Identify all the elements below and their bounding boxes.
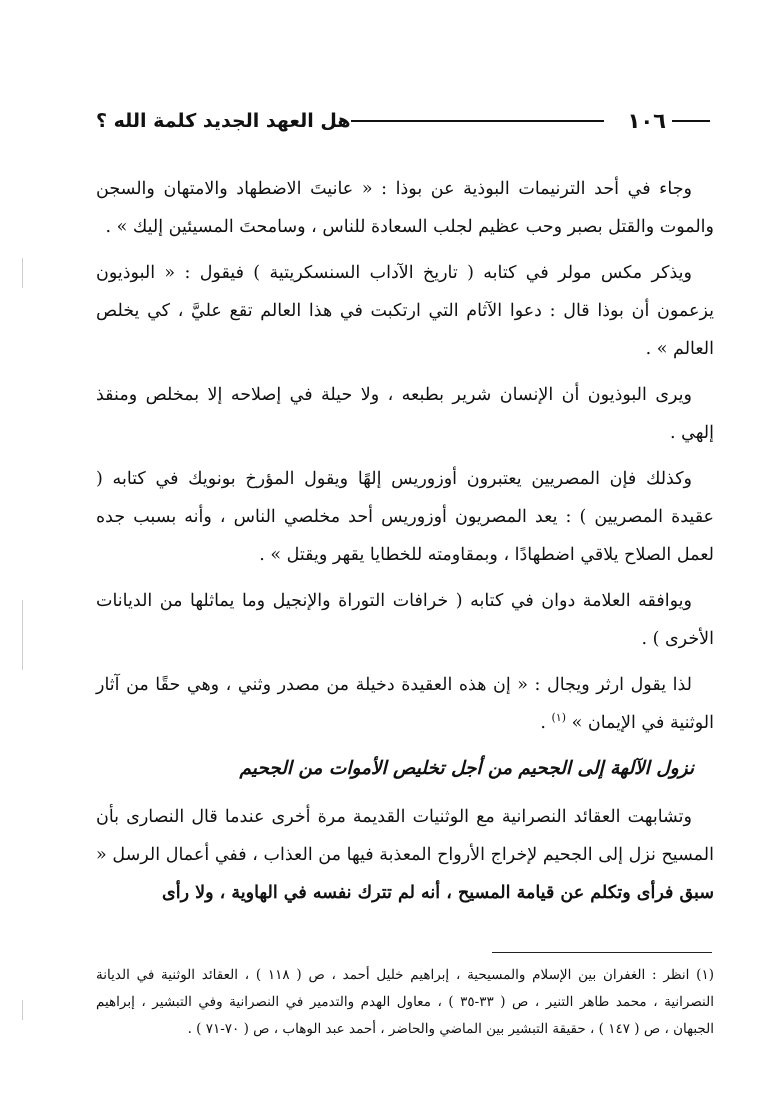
running-header — [96, 104, 710, 138]
footnote: (١) انظر : الغفران بين الإسلام والمسيحية ، إبراهيم خليل أحمد ، ص ( ١١٨ ) ، العقائد الوثنية في الديانة النصرانية ، محمد طاهر التنير ، ص ( ٣٣-٣٥ ) ، معاول الهدم والتدمير في النصرانية وفي التبشير ، إبراهيم الجبهان ، ص ( ١٤٧ ) ، حقيقة التبشير بين الماضي والحاضر ، أحمد عبد الوهاب ، ص ( ٧٠-٧١ ) . — [96, 967, 714, 1037]
footnotes — [96, 962, 714, 1043]
paragraph: ويذكر مكس مولر في كتابه ( تاريخ الآداب السنسكريتية ) فيقول : « البوذيون يزعمون أن بوذا قال : دعوا الآثام التي ارتكبت في هذا العالم تقع عليَّ ، كي يخلص العالم » . — [96, 263, 714, 359]
paragraph: ويوافقه العلامة دوان في كتابه ( خرافات التوراة والإنجيل وما يماثلها من الديانات الأخرى ) . — [96, 591, 714, 649]
margin-mark — [22, 1000, 23, 1020]
quote-paragraph — [96, 666, 714, 742]
bold-quote: سبق فرأى وتكلم عن قيامة المسيح ، أنه لم تترك نفسه في الهاوية ، ولا رأى — [162, 883, 714, 903]
page-number: ١٠٦ — [627, 109, 666, 133]
section-heading: نزول الآلهة إلى الجحيم من أجل تخليص الأموات من الجحيم — [239, 758, 694, 779]
final-paragraph — [96, 798, 714, 912]
margin-mark — [22, 258, 23, 288]
quote-text: لذا يقول ارثر ويجال : « إن هذه العقيدة دخيلة من مصدر وثني ، وهي حقًا من آثار الوثنية في الإيمان » — [96, 675, 714, 733]
paragraph: وجاء في أحد الترنيمات البوذية عن بوذا : « عانيتَ الاضطهاد والامتهان والسجن والموت والقتل بصبر وحب عظيم لجلب السعادة للناس ، وسامحتَ المسيئين إليك » . — [96, 179, 714, 237]
footnote-divider — [492, 952, 712, 953]
quote-end: . — [540, 713, 552, 733]
main-text — [96, 170, 714, 920]
paragraph: وكذلك فإن المصريين يعتبرون أوزوريس إلهًا ويقول المؤرخ بونويك في كتابه ( عقيدة المصريين ) : يعد المصريون أوزوريس أحد مخلصي الناس ، وأنه بسبب جده لعمل الصلاح يلاقي اضطهادًا ، وبمقاومته للخطايا يقهر ويقتل » . — [96, 469, 714, 565]
header-rule-left — [351, 120, 604, 122]
header-rule-right — [672, 120, 710, 122]
final-paragraph-text: وتشابهت العقائد النصرانية مع الوثنيات القديمة مرة أخرى عندما قال النصارى بأن المسيح نزل إلى الجحيم لإخراج الأرواح المعذبة فيها من العذاب ، ففي أعمال الرسل « — [96, 807, 714, 865]
running-title: هل العهد الجديد كلمة الله ؟ — [96, 110, 351, 132]
margin-mark — [22, 600, 23, 670]
footnote-reference: (١) — [551, 711, 566, 725]
paragraph: ويرى البوذيون أن الإنسان شرير بطبعه ، ولا حيلة في إصلاحه إلا بمخلص ومنقذ إلهي . — [96, 385, 714, 443]
